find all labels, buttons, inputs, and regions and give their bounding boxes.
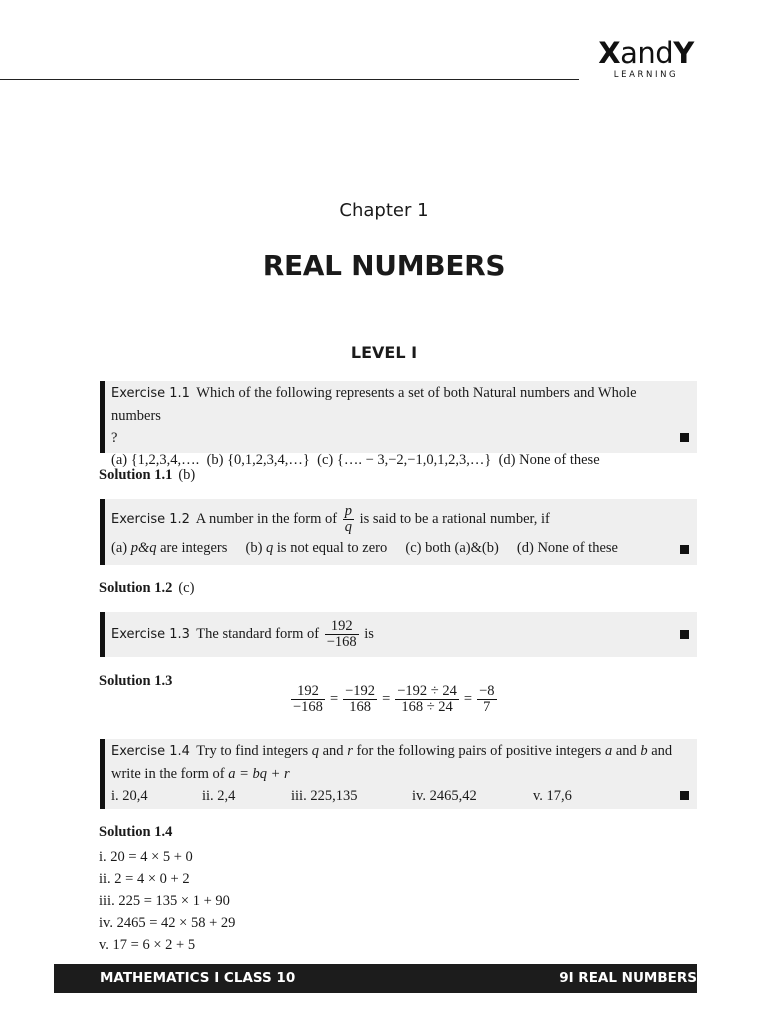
- exercise-1-2: [100, 499, 697, 565]
- chapter-title: REAL NUMBERS: [262, 249, 506, 282]
- logo-subtitle: LEARNING: [613, 70, 679, 80]
- fraction-denominator: −168: [293, 699, 323, 715]
- level-heading: LEVEL I: [350, 343, 418, 362]
- solution-1-2: [99, 580, 194, 597]
- solution-answer: (b): [178, 467, 196, 483]
- option-b-text: is not equal to zero: [276, 540, 388, 556]
- option-d: (d) None of these: [498, 452, 600, 468]
- solution-line: i. 20 = 4 × 5 + 0: [99, 849, 193, 865]
- xandy-logo: [590, 38, 702, 80]
- division-formula: a = bq + r: [228, 766, 290, 782]
- equation-fraction-3: [395, 684, 459, 715]
- exercise-question-pre: The standard form of: [196, 626, 320, 642]
- exercise-1-1: [100, 381, 697, 468]
- fraction-192-over-minus-168: [325, 619, 359, 650]
- fraction-numerator: 192: [291, 684, 325, 700]
- exercise-question-post: is: [364, 626, 374, 642]
- fraction-numerator: 192: [325, 619, 359, 635]
- solution-1-4-list: [99, 846, 235, 956]
- option-b: [245, 540, 387, 556]
- logo-and: and: [620, 36, 674, 70]
- exercise-text: Try to find integers: [196, 743, 309, 759]
- logo-y: Y: [673, 36, 694, 70]
- fraction-numerator: −192 ÷ 24: [397, 683, 457, 699]
- fraction-numerator: −8: [479, 683, 495, 699]
- exercise-label: Exercise 1.2: [111, 512, 190, 527]
- variable-a: a: [604, 743, 613, 759]
- option-b-variable: q: [266, 540, 274, 556]
- fraction-denominator: 168: [349, 699, 371, 715]
- exercise-question-end: ?: [111, 430, 118, 446]
- option-iii: iii. 225,135: [291, 788, 358, 804]
- exercise-question-post: is said to be a rational number, if: [359, 511, 550, 527]
- fraction-denominator: 168 ÷ 24: [401, 699, 453, 715]
- variable-r: r: [347, 743, 353, 759]
- option-i: i. 20,4: [111, 788, 148, 804]
- solution-1-3-label: [99, 673, 178, 690]
- footer-page: 9I REAL NUMBERS: [559, 970, 697, 986]
- variable-b: b: [640, 743, 648, 759]
- option-iv: iv. 2465,42: [412, 788, 477, 804]
- exercise-question: Which of the following represents a set of both Natural numbers and Whole numbers: [111, 385, 637, 424]
- exercise-question-pre: A number in the form of: [195, 511, 338, 527]
- fraction-denominator: q: [344, 519, 352, 536]
- solution-1-3-equation: [289, 684, 499, 715]
- exercise-label: Exercise 1.1: [111, 386, 190, 401]
- solution-label: Solution 1.1: [99, 467, 173, 483]
- fraction-denominator: 7: [483, 699, 491, 715]
- solution-line: iii. 225 = 135 × 1 + 90: [99, 893, 230, 909]
- solution-line: ii. 2 = 4 × 0 + 2: [99, 871, 190, 887]
- option-a-variable: p&q: [130, 540, 157, 556]
- fraction-p-over-q: [343, 504, 354, 535]
- end-of-exercise-icon: [680, 545, 689, 554]
- option-c: (c) both (a)&(b): [405, 540, 499, 556]
- solution-label: Solution 1.3: [99, 673, 173, 689]
- footer-subject: MATHEMATICS I CLASS 10: [100, 970, 296, 986]
- equation-fraction-1: [291, 684, 325, 715]
- solution-line: v. 17 = 6 × 2 + 5: [99, 937, 196, 953]
- option-d: (d) None of these: [516, 540, 618, 556]
- exercise-text: write in the form of: [111, 766, 225, 782]
- option-v: v. 17,6: [533, 788, 572, 804]
- exercise-label: Exercise 1.3: [111, 627, 190, 642]
- page-footer: [54, 964, 697, 993]
- option-a: [111, 540, 227, 556]
- solution-1-1: [99, 467, 195, 484]
- option-c: (c) {…. − 3,−2,−1,0,1,2,3,…}: [317, 452, 492, 468]
- exercise-text: and: [322, 743, 344, 759]
- option-b-prefix: (b): [245, 540, 263, 556]
- solution-answer: (c): [178, 580, 195, 596]
- equation-fraction-2: [343, 684, 377, 715]
- exercise-1-3: [100, 612, 697, 657]
- equation-fraction-4: [477, 684, 496, 715]
- chapter-label: Chapter 1: [339, 200, 429, 221]
- logo-x: X: [598, 36, 621, 70]
- solution-label: Solution 1.2: [99, 580, 173, 596]
- exercise-text: for the following pairs of positive integers: [356, 743, 602, 759]
- option-ii: ii. 2,4: [202, 788, 236, 804]
- option-a-text: are integers: [160, 540, 228, 556]
- solution-label: Solution 1.4: [99, 824, 173, 840]
- option-a-prefix: (a): [111, 540, 128, 556]
- variable-q: q: [311, 743, 319, 759]
- end-of-exercise-icon: [680, 433, 689, 442]
- end-of-exercise-icon: [680, 630, 689, 639]
- exercise-text: and: [615, 743, 637, 759]
- equals-sign: =: [463, 691, 473, 707]
- solution-line: iv. 2465 = 42 × 58 + 29: [99, 915, 236, 931]
- option-b: (b) {0,1,2,3,4,…}: [206, 452, 310, 468]
- exercise-label: Exercise 1.4: [111, 744, 190, 759]
- option-a: (a) {1,2,3,4,….: [111, 452, 200, 468]
- solution-1-4-label: [99, 824, 178, 841]
- end-of-exercise-icon: [680, 791, 689, 800]
- exercise-1-4: [100, 739, 697, 809]
- fraction-numerator: −192: [345, 683, 376, 699]
- header-rule: [0, 79, 579, 80]
- fraction-numerator: p: [344, 503, 352, 520]
- equals-sign: =: [382, 691, 391, 707]
- exercise-text: and: [651, 743, 673, 759]
- equals-sign: =: [329, 691, 339, 707]
- fraction-denominator: −168: [326, 634, 357, 651]
